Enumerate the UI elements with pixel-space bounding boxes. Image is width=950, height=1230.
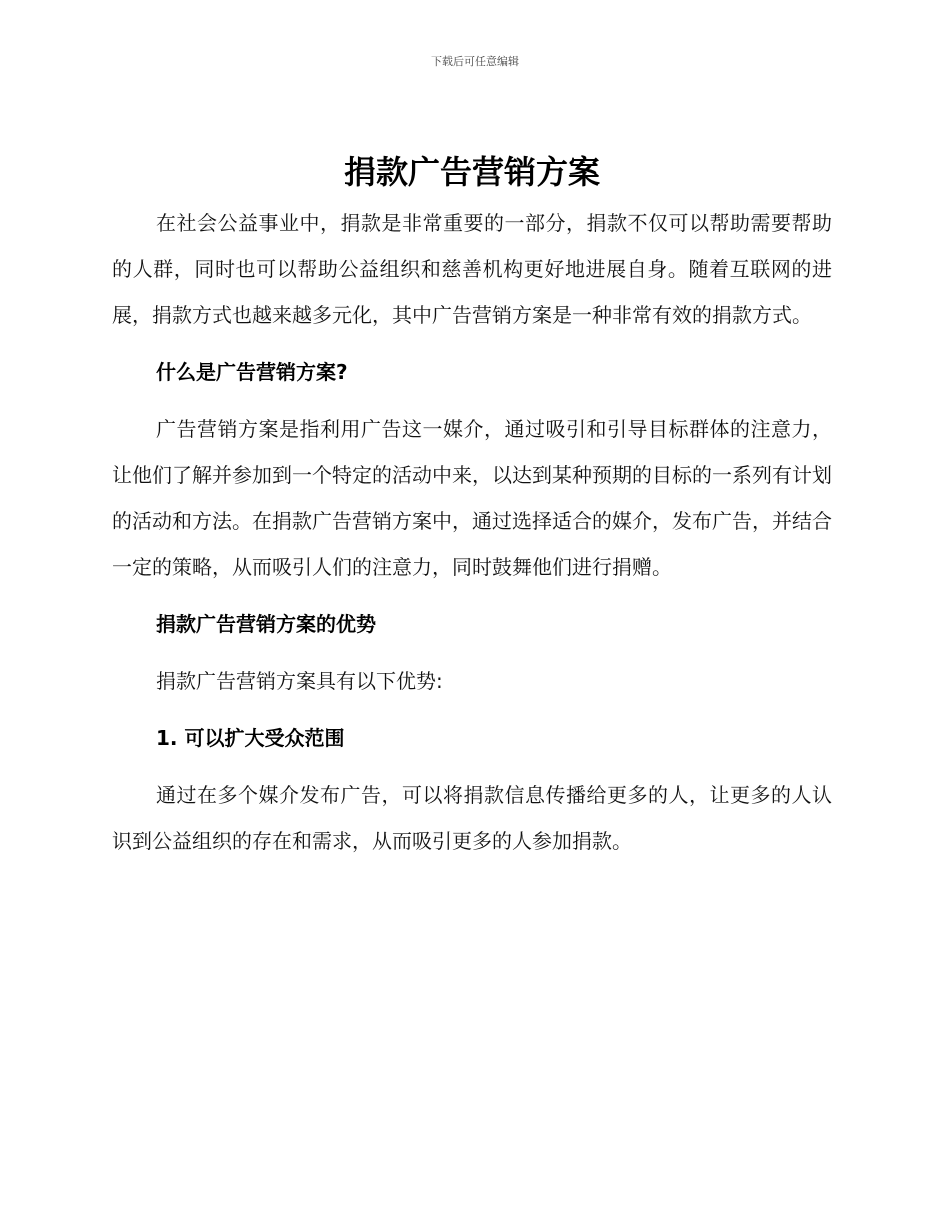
spacer: [112, 761, 832, 772]
spacer: [112, 647, 832, 658]
document-title: 捐款广告营销方案: [343, 153, 600, 191]
spacer: [112, 704, 832, 715]
section-paragraph-what-is: 广告营销方案是指利用广告这一媒介，通过吸引和引导目标群体的注意力，让他们了解并参加到一个特定的活动中来，以达到某种预期的目标的一系列有计划的活动和方法。在捐款广告营销方案中，通过选择适合的媒介，发布广告，并结合一定的策略，从而吸引人们的注意力，同时鼓舞他们进行捐赠。: [112, 417, 832, 579]
section-heading-what-is: 什么是广告营销方案?: [156, 360, 348, 384]
section-heading-advantages: 捐款广告营销方案的优势: [156, 612, 376, 636]
intro-paragraph: 在社会公益事业中，捐款是非常重要的一部分，捐款不仅可以帮助需要帮助的人群，同时也可以帮助公益组织和慈善机构更好地进展自身。随着互联网的进展，捐款方式也越来越多元化，其中广告营销方案是一种非常有效的捐款方式。: [112, 211, 832, 327]
document-body: [112, 148, 832, 864]
spacer: [112, 395, 832, 406]
page-header: 下载后可任意编辑: [431, 55, 519, 68]
section-heading-audience: 1. 可以扩大受众范围: [156, 726, 345, 750]
section-paragraph-audience: 通过在多个媒介发布广告，可以将捐款信息传播给更多的人，让更多的人认识到公益组织的存在和需求，从而吸引更多的人参加捐款。: [112, 783, 832, 853]
spacer: [112, 590, 832, 601]
spacer: [112, 338, 832, 349]
section-paragraph-advantages: 捐款广告营销方案具有以下优势:: [156, 669, 443, 693]
